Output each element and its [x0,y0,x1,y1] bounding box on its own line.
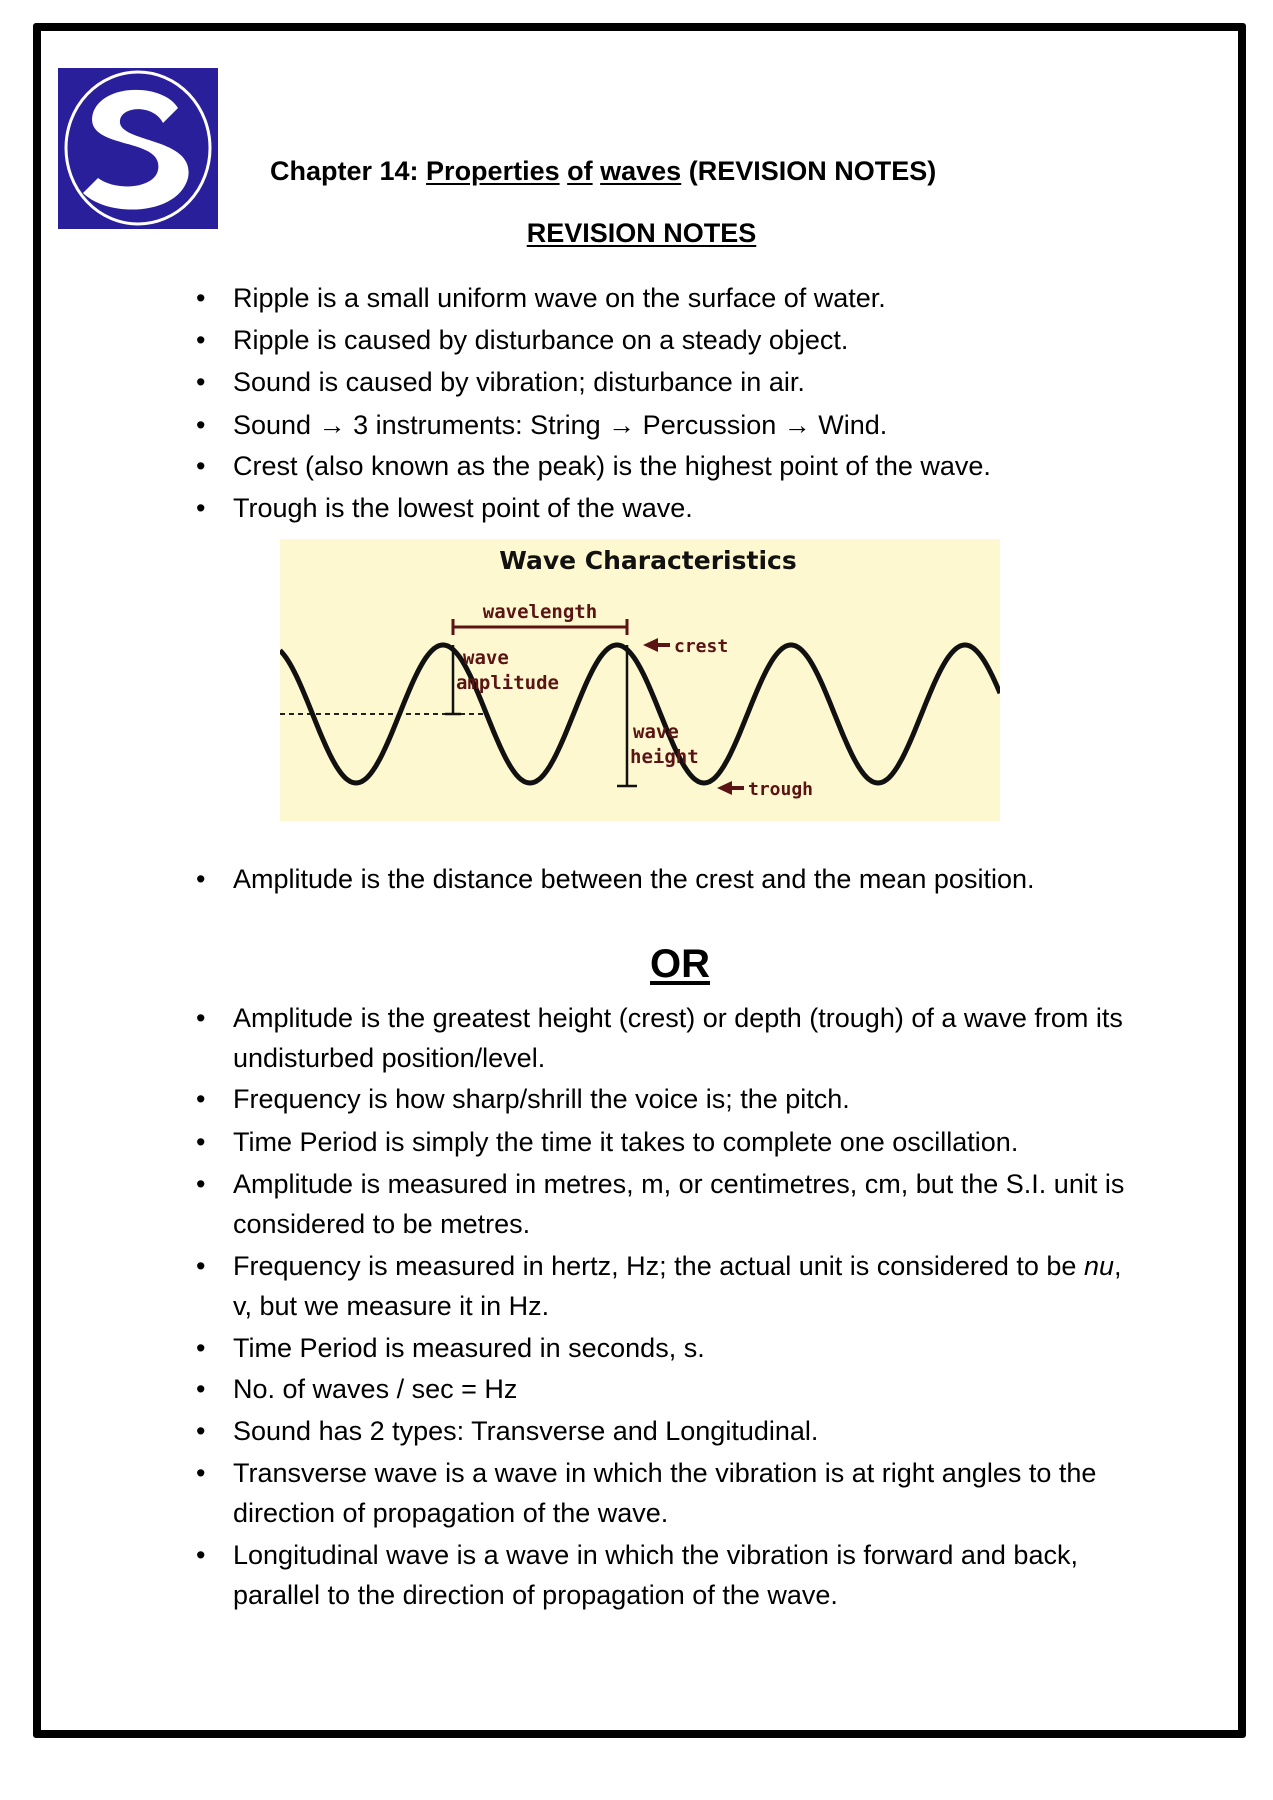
wavelength-label: wavelength [482,601,598,623]
bullet-icon: • [196,493,206,523]
list-item-text: Sound → 3 instruments: String → Percussion → Wind. [233,410,888,440]
list-item [196,1411,1136,1451]
list-item-text: Ripple is a small uniform wave on the surface of water. [233,283,886,313]
bullet-icon: • [196,451,206,481]
list-item-text: Trough is the lowest point of the wave. [233,493,693,523]
title-suffix: (REVISION NOTES) [681,156,937,186]
bullet-icon: • [196,1169,206,1199]
bullet-icon: • [196,367,206,397]
list-item-text: Time Period is simply the time it takes to complete one oscillation. [233,1127,1019,1157]
bullet-icon: • [196,864,206,894]
list-item-text: Sound is caused by vibration; disturbance in air. [233,367,805,397]
amplitude-label-2: amplitude [456,672,559,694]
list-item-text: Frequency is how sharp/shrill the voice is; the pitch. [233,1084,850,1114]
list-item [196,1369,1136,1409]
bullet-icon: • [196,1416,206,1446]
height-label-2: height [630,746,699,768]
chapter-title [270,156,936,187]
crest-label: crest [674,636,729,657]
bullet-icon: • [196,1458,206,1488]
diagram-background [280,539,1000,821]
list-item-text: Crest (also known as the peak) is the highest point of the wave. [233,451,991,481]
list-item [196,998,1136,1078]
bullet-icon: • [196,410,206,440]
list-item [196,1328,1136,1368]
list-item [196,1246,1136,1326]
bullet-icon: • [196,1127,206,1157]
list-item [196,320,1136,360]
list-item-text: Time Period is measured in seconds, s. [233,1333,705,1363]
list-item [196,446,1136,486]
list-item-text: Amplitude is measured in metres, m, or centimetres, cm, but the S.I. unit is considered to be metres. [233,1169,1125,1239]
list-item [196,488,1136,528]
list-item [196,1079,1136,1119]
amplitude-label-1: wave [463,647,509,669]
height-label-1: wave [633,721,679,743]
list-item [196,278,1136,318]
list-item-text: Ripple is caused by disturbance on a steady object. [233,325,849,355]
bullet-icon: • [196,283,206,313]
list-item [196,1535,1136,1615]
list-item [196,1122,1136,1162]
list-item [196,859,1136,899]
bullet-icon: • [196,1540,206,1570]
title-word: of [567,156,593,186]
list-item-text: Longitudinal wave is a wave in which the vibration is forward and back, parallel to the direction of propagation of the wave. [233,1540,1078,1610]
list-item-text: Amplitude is the greatest height (crest) or depth (trough) of a wave from its undisturbed position/level. [233,1003,1123,1073]
bullet-icon: • [196,1084,206,1114]
bullet-icon: • [196,325,206,355]
list-item [196,1164,1136,1244]
list-item-text: Sound has 2 types: Transverse and Longitudinal. [233,1416,819,1446]
s-logo-icon [58,68,218,229]
bullet-icon: • [196,1374,206,1404]
wave-diagram [280,539,1000,821]
diagram-title: Wave Characteristics [499,546,797,575]
bullet-icon: • [196,1251,206,1281]
subtitle: REVISION NOTES [526,218,757,248]
list-item-text: Transverse wave is a wave in which the vibration is at right angles to the direction of propagation of the wave. [233,1458,1097,1528]
or-heading: OR [650,942,710,986]
bullet-icon: • [196,1003,206,1033]
bullet-icon: • [196,1333,206,1363]
trough-label: trough [748,779,814,800]
list-item-text: Frequency is measured in hertz, Hz; the actual unit is considered to be nu, v, but we measure it in Hz. [233,1251,1122,1321]
chapter-prefix: Chapter 14: [270,156,427,186]
list-item-text: No. of waves / sec = Hz [233,1374,518,1404]
list-item [196,405,1136,445]
list-item [196,1453,1136,1533]
list-item [196,362,1136,402]
title-word: waves [600,156,682,186]
title-word: Properties [426,156,560,186]
list-item-text: Amplitude is the distance between the crest and the mean position. [233,864,1035,894]
